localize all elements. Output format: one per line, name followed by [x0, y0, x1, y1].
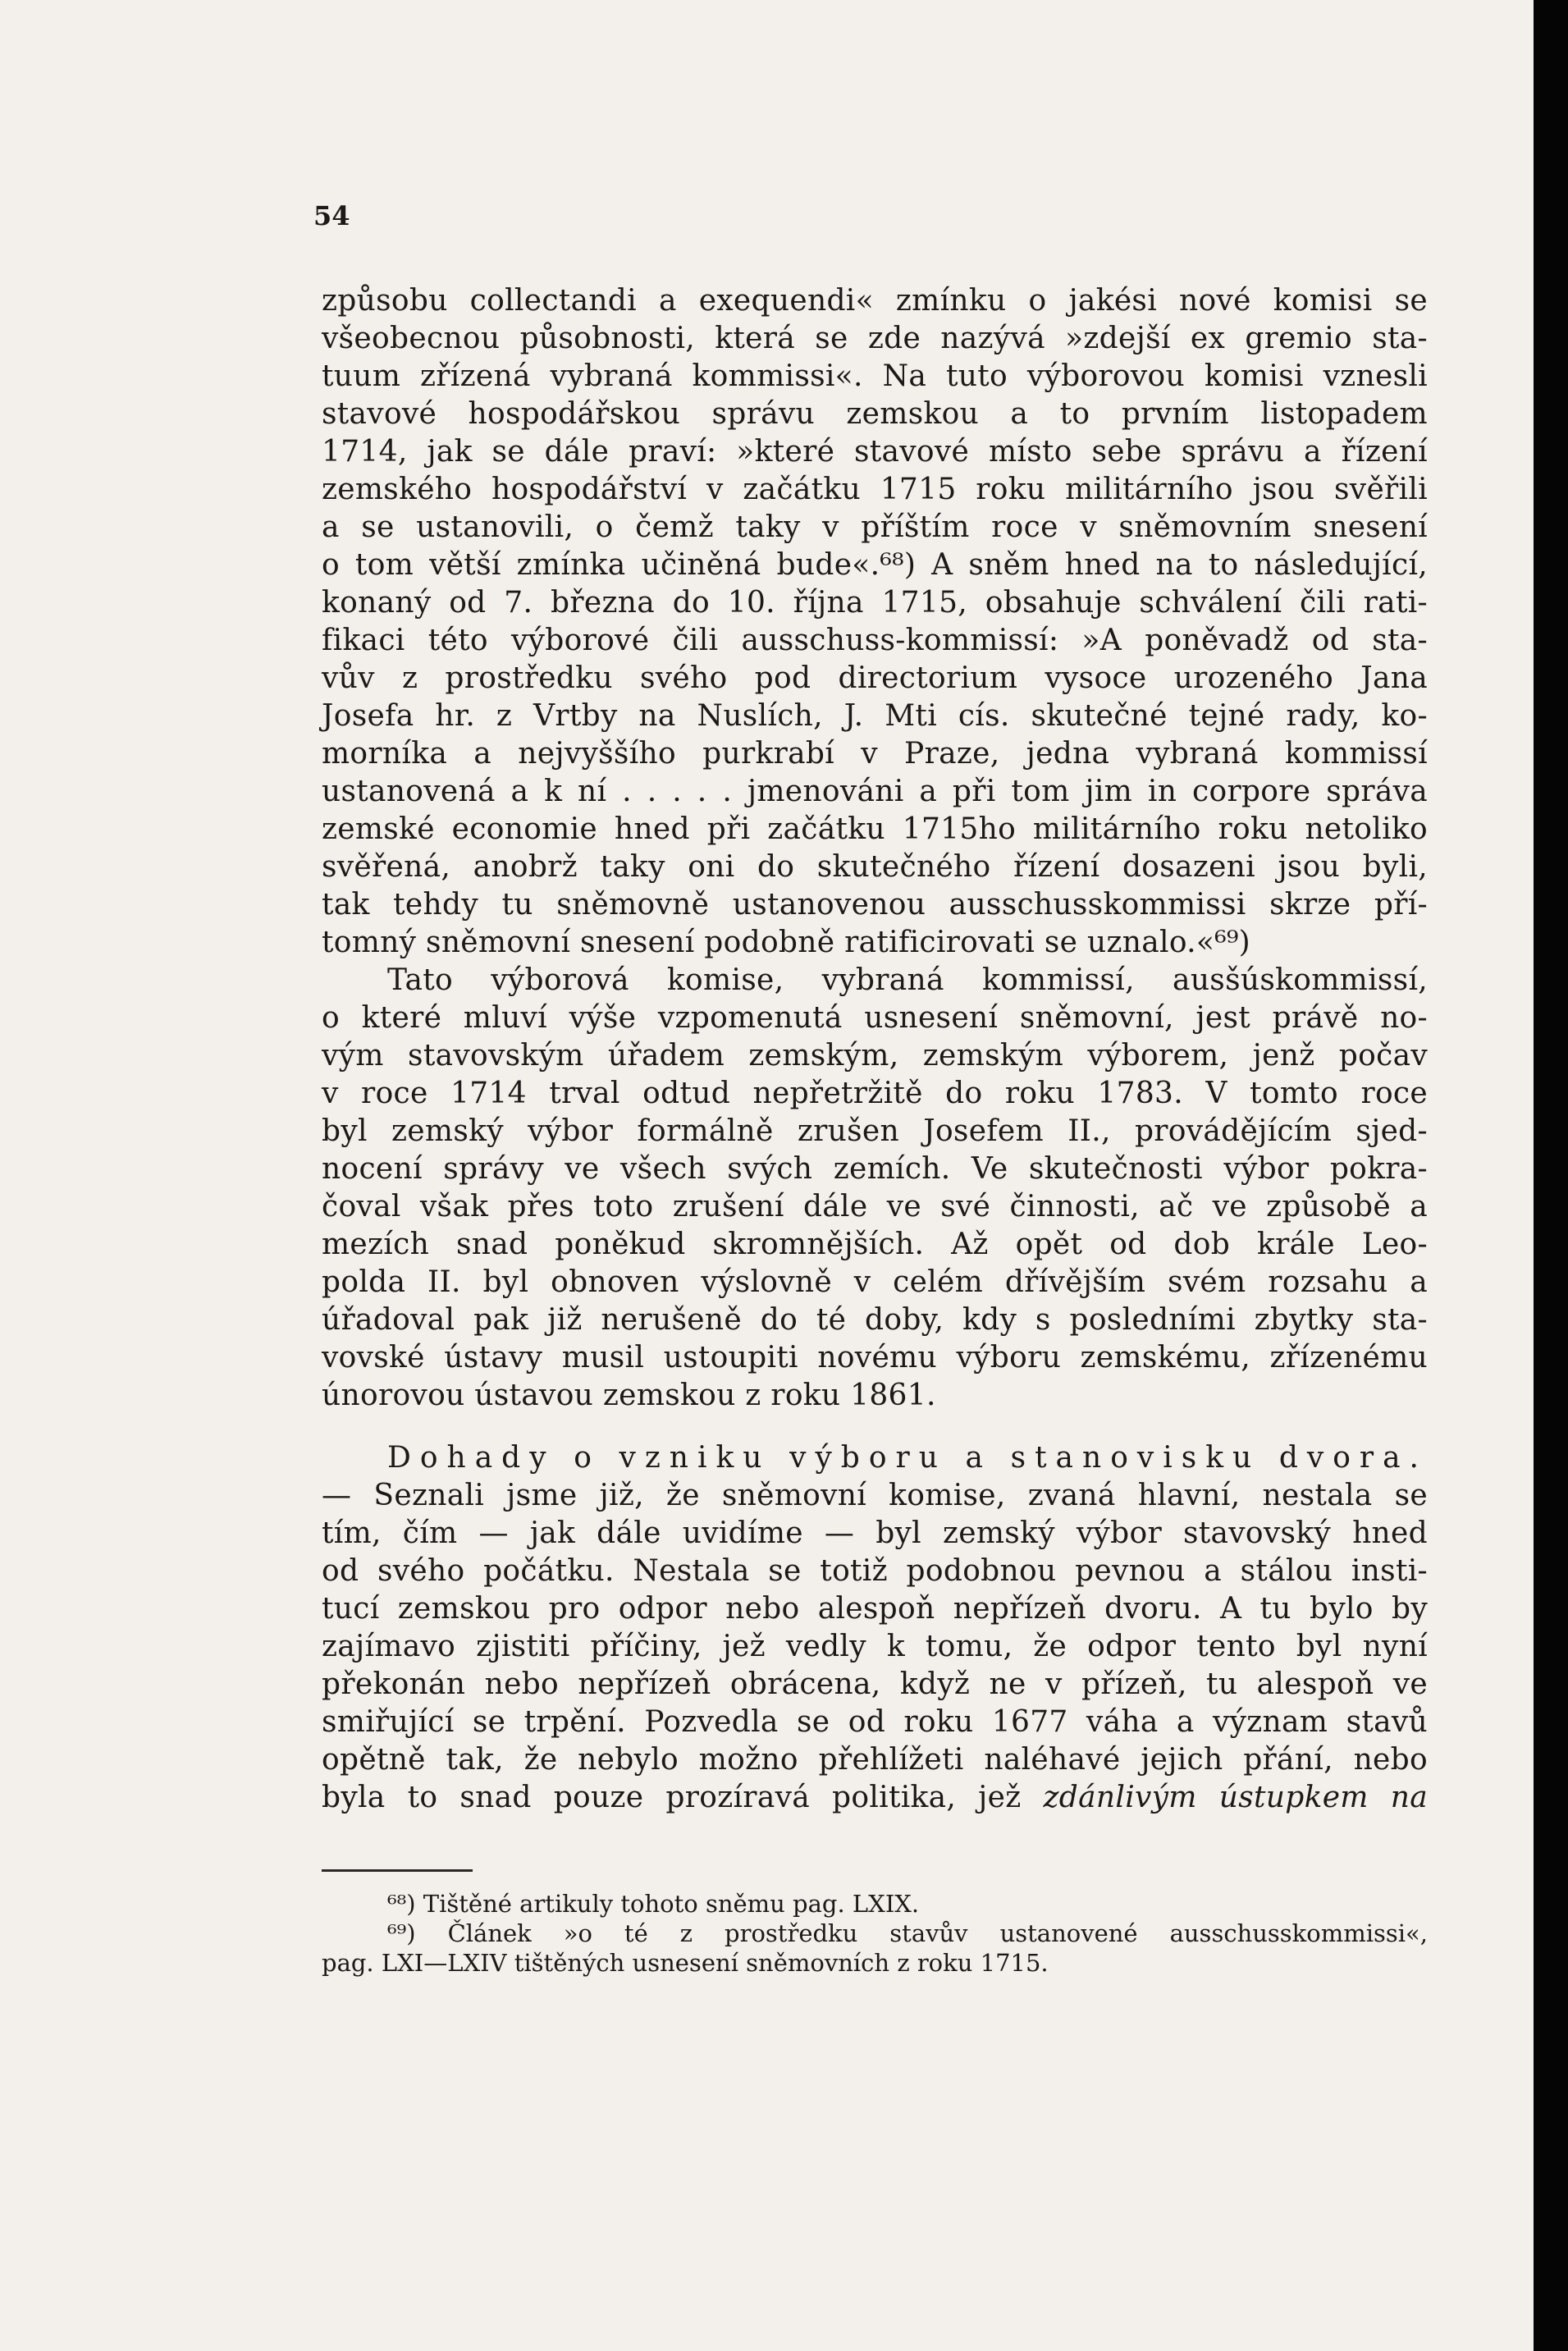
text-line: vovské ústavy musil ustoupiti novému výboru zemskému, zřízenému — [322, 1341, 1428, 1374]
text-line: vým stavovským úřadem zemským, zemským výborem, jenž počav — [322, 1039, 1428, 1073]
text-line: konaný od 7. března do 10. října 1715, obsahuje schválení čili rati- — [322, 586, 1428, 620]
footnote-69-continued: pag. LXI—LXIV tištěných usnesení sněmovních z roku 1715. — [322, 1949, 1049, 1977]
text-line: zajímavo zjistiti příčiny, jež vedly k tomu, že odpor tento byl nyní — [322, 1630, 1428, 1663]
text-line: a se ustanovili, o čemž taky v příštím roce v sněmovním snesení — [322, 510, 1428, 544]
text-line: zemského hospodářství v začátku 1715 roku militárního jsou svěřili — [322, 473, 1428, 506]
text-line: způsobu collectandi a exequendi« zmínku o jakési nové komisi se — [322, 284, 1428, 318]
text-line — [322, 1779, 1428, 1817]
text-line: tak tehdy tu sněmovně ustanovenou ausschusskommissi skrze pří- — [322, 888, 1428, 922]
text-line: 1714, jak se dále praví: »které stavové místo sebe správu a řízení — [322, 435, 1428, 469]
text-line: — Seznali jsme již, že sněmovní komise, zvaná hlavní, nestala se — [322, 1479, 1428, 1512]
text-line: v roce 1714 trval odtud nepřetržitě do roku 1783. V tomto roce — [322, 1077, 1428, 1110]
main-text — [322, 282, 1428, 1817]
text-line: Josefa hr. z Vrtby na Nuslích, J. Mti cís. skutečné tejné rady, ko- — [322, 699, 1428, 733]
text-line: čoval však přes toto zrušení dále ve své činnosti, ač ve způsobě a — [322, 1190, 1428, 1224]
footnote-divider — [322, 1869, 473, 1872]
italic-text: zdánlivým ústupkem na — [1043, 1781, 1429, 1814]
text-line: svěřená, anobrž taky oni do skutečného řízení dosazeni jsou byli, — [322, 850, 1428, 884]
text-line: o které mluví výše vzpomenutá usnesení sněmovní, jest právě no- — [322, 1001, 1428, 1035]
text-line: tomný sněmovní snesení podobně ratificirovati se uznalo.«⁶⁹) — [322, 926, 1251, 959]
text-line: mezích snad poněkud skromnějších. Až opět od dob krále Leo- — [322, 1228, 1428, 1261]
text-line: fikaci této výborové čili ausschuss-kommissí: »A poněvadž od sta- — [322, 624, 1428, 657]
text-line: únorovou ústavou zemskou z roku 1861. — [322, 1379, 936, 1412]
text-line: opětně tak, že nebylo možno přehlížeti naléhavé jejich přání, nebo — [322, 1743, 1428, 1777]
text-line: ustanovená a k ní . . . . . jmenováni a při tom jim in corpore správa — [322, 775, 1428, 808]
text-line: zemské economie hned při začátku 1715ho militárního roku netoliko — [322, 812, 1428, 846]
text-line: polda II. byl obnoven výslovně v celém dřívějším svém rozsahu a — [322, 1265, 1428, 1299]
text-line: všeobecnou působnosti, která se zde nazývá »zdejší ex gremio sta- — [322, 322, 1428, 355]
text-line: smiřující se trpění. Pozvedla se od roku 1677 váha a význam stavů — [322, 1705, 1428, 1739]
text-line: překonán nebo nepřízeň obrácena, když ne v přízeň, tu alespoň ve — [322, 1667, 1428, 1701]
text-line: tím, čím — jak dále uvidíme — byl zemský výbor stavovský hned — [322, 1516, 1428, 1550]
text-fragment: byla to snad pouze prozíravá politika, jež — [322, 1781, 1044, 1814]
text-line: od svého počátku. Nestala se totiž podobnou pevnou a stálou insti- — [322, 1554, 1428, 1588]
text-line: byl zemský výbor formálně zrušen Josefem II., provádějícím sjed- — [322, 1114, 1428, 1148]
paragraph-1 — [322, 282, 1428, 962]
footnote-69: ⁶⁹) Článek »o té z prostředku stavův ustanovené ausschusskommissi«, — [387, 1919, 1428, 1947]
text-line: nocení správy ve všech svých zemích. Ve skutečnosti výbor pokra- — [322, 1152, 1428, 1186]
text-line: stavové hospodářskou správu zemskou a to prvním listopadem — [322, 397, 1428, 431]
section-heading: Dohady o vzniku výboru a stanovisku dvora. — [387, 1441, 1428, 1475]
footnotes — [322, 1889, 1428, 1978]
text-line: Tato výborová komise, vybraná kommissí, ausšúskommissí, — [387, 963, 1428, 997]
paragraph-3 — [322, 1439, 1428, 1817]
text-line: vův z prostředku svého pod directorium vysoce urozeného Jana — [322, 661, 1428, 695]
text-line: tuum zřízená vybraná kommissi«. Na tuto výborovou komisi vznesli — [322, 359, 1428, 393]
text-line: úřadoval pak již nerušeně do té doby, kdy s posledními zbytky sta- — [322, 1303, 1428, 1337]
text-line: tucí zemskou pro odpor nebo alespoň nepřízeň dvoru. A tu bylo by — [322, 1592, 1428, 1626]
page-number: 54 — [313, 200, 350, 231]
paragraph-2 — [322, 962, 1428, 1415]
footnote-68: ⁶⁸) Tištěné artikuly tohoto sněmu pag. LXIX. — [387, 1890, 920, 1918]
text-line: o tom větší zmínka učiněná bude«.⁶⁸) A sněm hned na to následující, — [322, 548, 1428, 582]
scan-border — [1534, 0, 1568, 2351]
text-line: morníka a nejvyššího purkrabí v Praze, jedna vybraná kommissí — [322, 737, 1428, 771]
